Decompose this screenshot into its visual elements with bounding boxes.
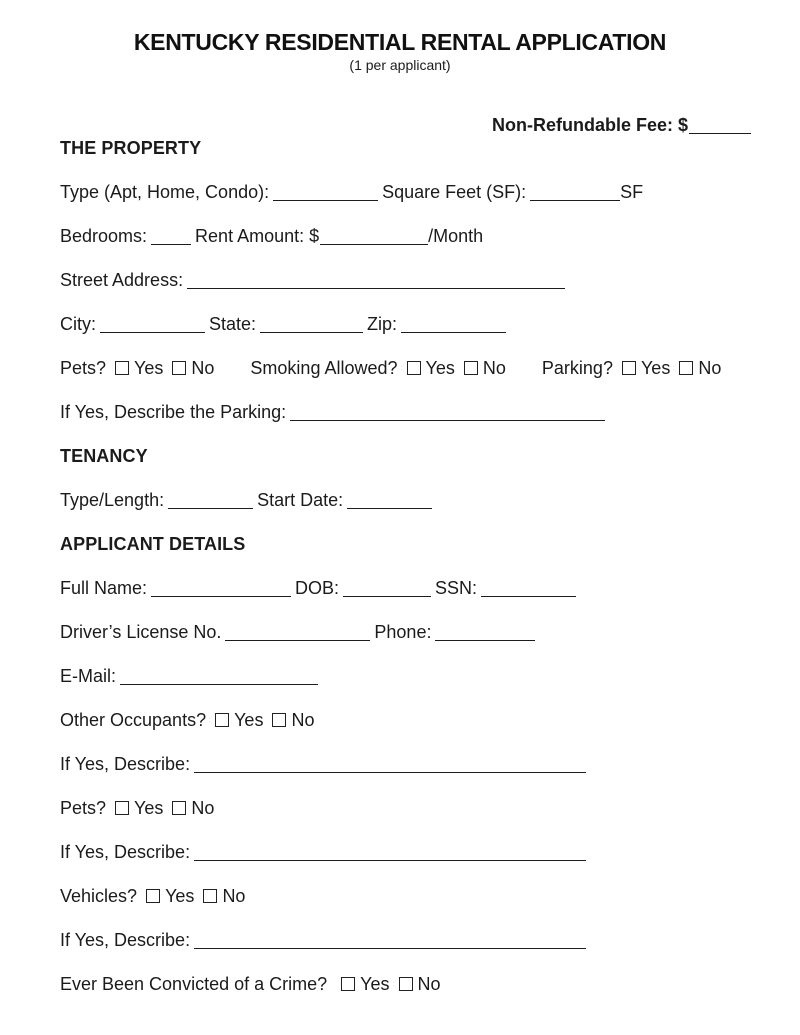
bedrooms-rent-line bbox=[60, 226, 755, 247]
occupants-no-checkbox[interactable] bbox=[272, 713, 286, 727]
vehicles-line bbox=[60, 886, 755, 907]
city-label: City: bbox=[60, 314, 96, 334]
pets-smoking-parking-line bbox=[60, 358, 755, 379]
zip-blank[interactable] bbox=[401, 316, 506, 333]
license-phone-line bbox=[60, 622, 755, 643]
section-heading-tenancy: TENANCY bbox=[60, 446, 148, 466]
page-subtitle: (1 per applicant) bbox=[349, 57, 451, 73]
city-blank[interactable] bbox=[100, 316, 205, 333]
parking-describe-label: If Yes, Describe the Parking: bbox=[60, 402, 287, 422]
pets-no-checkbox[interactable] bbox=[172, 361, 186, 375]
parking-no-checkbox[interactable] bbox=[679, 361, 693, 375]
vehicles-no-label: No bbox=[222, 886, 246, 906]
pets-describe-line bbox=[60, 842, 755, 863]
parking-yes-checkbox[interactable] bbox=[622, 361, 636, 375]
bedrooms-label: Bedrooms: bbox=[60, 226, 148, 246]
occupants-yes-label: Yes bbox=[234, 710, 264, 730]
type-label: Type (Apt, Home, Condo): bbox=[60, 182, 270, 202]
sqft-label: Square Feet (SF): bbox=[382, 182, 527, 202]
section-heading-applicant: APPLICANT DETAILS bbox=[60, 534, 246, 554]
pets-yes-label: Yes bbox=[134, 358, 164, 378]
fee-blank[interactable] bbox=[689, 117, 751, 134]
document-header bbox=[0, 28, 800, 73]
occupants-describe-blank[interactable] bbox=[194, 756, 586, 773]
full-name-label: Full Name: bbox=[60, 578, 148, 598]
tenancy-line bbox=[60, 490, 755, 511]
parking-yes-label: Yes bbox=[640, 358, 671, 378]
parking-describe-blank[interactable] bbox=[290, 404, 605, 421]
phone-blank[interactable] bbox=[435, 624, 535, 641]
state-blank[interactable] bbox=[260, 316, 363, 333]
rent-label: Rent Amount: $ bbox=[195, 226, 320, 246]
smoking-question: Smoking Allowed? bbox=[250, 358, 398, 378]
fullname-dob-ssn-line bbox=[60, 578, 755, 599]
pets-question: Pets? bbox=[60, 358, 107, 378]
occupants-describe-line bbox=[60, 754, 755, 775]
occupants-no-label: No bbox=[291, 710, 315, 730]
phone-label: Phone: bbox=[374, 622, 432, 642]
rent-suffix: /Month bbox=[428, 226, 484, 246]
email-blank[interactable] bbox=[120, 668, 318, 685]
smoking-no-checkbox[interactable] bbox=[464, 361, 478, 375]
occupants-yes-checkbox[interactable] bbox=[215, 713, 229, 727]
sqft-suffix: SF bbox=[620, 182, 644, 202]
bedrooms-blank[interactable] bbox=[151, 228, 191, 245]
section-heading-property: THE PROPERTY bbox=[60, 138, 202, 158]
vehicles-yes-checkbox[interactable] bbox=[146, 889, 160, 903]
smoking-yes-label: Yes bbox=[425, 358, 455, 378]
street-address-line bbox=[60, 270, 755, 291]
fee-label: Non-Refundable Fee: $ bbox=[491, 115, 688, 135]
rent-blank[interactable] bbox=[320, 228, 428, 245]
vehicles-describe-line bbox=[60, 930, 755, 951]
dob-label: DOB: bbox=[295, 578, 340, 598]
full-name-blank[interactable] bbox=[151, 580, 291, 597]
type-sqft-line bbox=[60, 182, 755, 203]
crime-no-label: No bbox=[417, 974, 441, 994]
occupants-describe-label: If Yes, Describe: bbox=[60, 754, 191, 774]
vehicles-yes-label: Yes bbox=[165, 886, 195, 906]
start-date-label: Start Date: bbox=[257, 490, 344, 510]
smoking-yes-checkbox[interactable] bbox=[407, 361, 421, 375]
state-label: State: bbox=[209, 314, 257, 334]
parking-question: Parking? bbox=[541, 358, 613, 378]
zip-label: Zip: bbox=[367, 314, 398, 334]
type-blank[interactable] bbox=[273, 184, 378, 201]
occupants-line bbox=[60, 710, 755, 731]
vehicles-question: Vehicles? bbox=[60, 886, 138, 906]
parking-describe-line bbox=[60, 402, 755, 423]
pets-describe-label: If Yes, Describe: bbox=[60, 842, 191, 862]
applicant-pets-yes-label: Yes bbox=[134, 798, 164, 818]
smoking-no-label: No bbox=[482, 358, 506, 378]
type-length-label: Type/Length: bbox=[60, 490, 165, 510]
vehicles-describe-label: If Yes, Describe: bbox=[60, 930, 191, 950]
license-label: Driver’s License No. bbox=[60, 622, 222, 642]
applicant-pets-question: Pets? bbox=[60, 798, 107, 818]
street-label: Street Address: bbox=[60, 270, 184, 290]
applicant-pets-yes-checkbox[interactable] bbox=[115, 801, 129, 815]
crime-no-checkbox[interactable] bbox=[399, 977, 413, 991]
type-length-blank[interactable] bbox=[168, 492, 253, 509]
parking-no-label: No bbox=[698, 358, 722, 378]
fee-line bbox=[60, 115, 755, 136]
ssn-blank[interactable] bbox=[481, 580, 576, 597]
applicant-pets-no-checkbox[interactable] bbox=[172, 801, 186, 815]
crime-line bbox=[60, 974, 755, 995]
email-line bbox=[60, 666, 755, 687]
dob-blank[interactable] bbox=[343, 580, 431, 597]
email-label: E-Mail: bbox=[60, 666, 117, 686]
crime-question: Ever Been Convicted of a Crime? bbox=[60, 974, 328, 994]
sqft-blank[interactable] bbox=[530, 184, 620, 201]
pets-no-label: No bbox=[191, 358, 215, 378]
vehicles-describe-blank[interactable] bbox=[194, 932, 586, 949]
street-address-blank[interactable] bbox=[187, 272, 565, 289]
pets-describe-blank[interactable] bbox=[194, 844, 586, 861]
city-state-zip-line bbox=[60, 314, 755, 335]
applicant-pets-no-label: No bbox=[191, 798, 215, 818]
pets-yes-checkbox[interactable] bbox=[115, 361, 129, 375]
applicant-pets-line bbox=[60, 798, 755, 819]
crime-yes-label: Yes bbox=[360, 974, 390, 994]
vehicles-no-checkbox[interactable] bbox=[203, 889, 217, 903]
ssn-label: SSN: bbox=[435, 578, 478, 598]
license-blank[interactable] bbox=[225, 624, 370, 641]
occupants-question: Other Occupants? bbox=[60, 710, 207, 730]
crime-yes-checkbox[interactable] bbox=[341, 977, 355, 991]
page-title: KENTUCKY RESIDENTIAL RENTAL APPLICATION bbox=[133, 29, 667, 55]
start-date-blank[interactable] bbox=[347, 492, 432, 509]
